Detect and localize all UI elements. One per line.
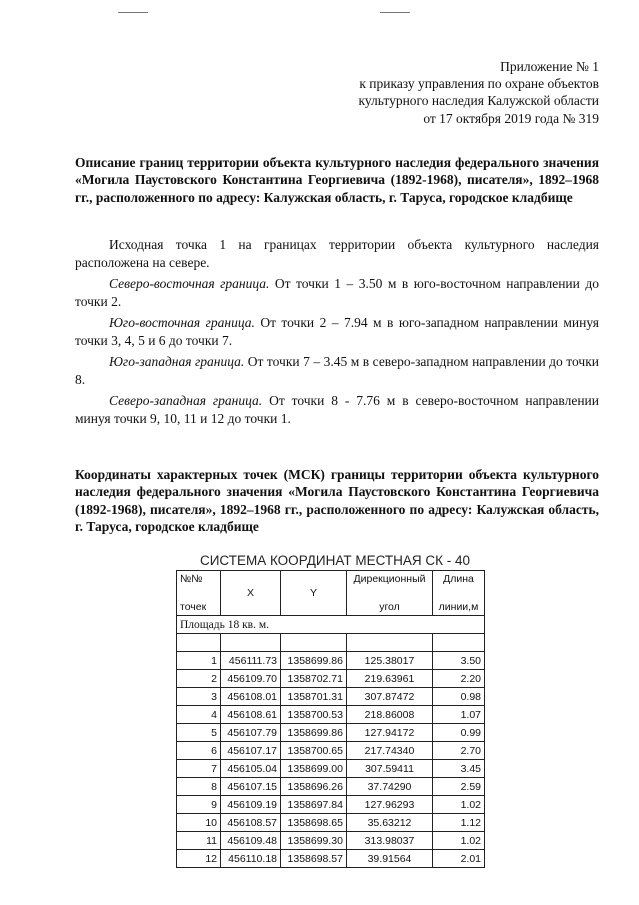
x-cell: 456109.48 [221, 832, 281, 850]
table-row [177, 688, 485, 706]
length-cell: 0.99 [433, 724, 485, 742]
y-cell: 1358702.71 [281, 670, 347, 688]
table-row [177, 760, 485, 778]
paragraph-southeast: Юго-восточная граница. От точки 2 – 7.94 м в юго-западном направлении минуя точки 3, 4, 5 и 6 до точки 7. [75, 315, 599, 348]
length-cell: 2.70 [433, 742, 485, 760]
scan-artifact-right [380, 12, 410, 13]
y-cell: 1358698.65 [281, 814, 347, 832]
coordinates-heading: Координаты характерных точек (МСК) границы территории объекта культурного наследия федерального значения «Могила Паустовского Константина Георгиевича (1892-1968), писателя», 1892–1968 гг., расположенного по адресу: Калужская область, г. Таруса, городское кладбище [75, 467, 599, 534]
y-cell: 1358700.65 [281, 742, 347, 760]
scan-artifact-left [118, 12, 148, 13]
appendix-line: к приказу управления по охране объектов [359, 76, 599, 92]
header-y: Y [281, 571, 347, 616]
x-cell: 456109.70 [221, 670, 281, 688]
y-cell: 1358699.30 [281, 832, 347, 850]
angle-cell: 37.74290 [347, 778, 433, 796]
paragraph-northeast: Северо-восточная граница. От точки 1 – 3.50 м в юго-восточном направлении до точки 2. [75, 276, 599, 309]
header-direction-angle: Дирекционный угол [347, 571, 433, 616]
y-cell: 1358699.86 [281, 724, 347, 742]
angle-cell: 35.63212 [347, 814, 433, 832]
x-cell: 456107.17 [221, 742, 281, 760]
point-number-cell: 7 [177, 760, 221, 778]
x-cell: 456110.18 [221, 850, 281, 868]
table-row [177, 706, 485, 724]
x-cell: 456108.57 [221, 814, 281, 832]
table-row [177, 670, 485, 688]
table-title: СИСТЕМА КООРДИНАТ МЕСТНАЯ СК - 40 [199, 553, 471, 568]
table-row [177, 814, 485, 832]
x-cell: 456107.15 [221, 778, 281, 796]
header-x: X [221, 571, 281, 616]
table-row [177, 742, 485, 760]
y-cell: 1358697.84 [281, 796, 347, 814]
area-cell: Площадь 18 кв. м. [177, 616, 485, 634]
point-number-cell: 1 [177, 652, 221, 670]
angle-cell: 219.63961 [347, 670, 433, 688]
point-number-cell: 11 [177, 832, 221, 850]
length-cell: 1.02 [433, 796, 485, 814]
angle-cell: 39.91564 [347, 850, 433, 868]
paragraph-start-point: Исходная точка 1 на границах территории объекта культурного наследия расположена на севере. [75, 237, 599, 270]
point-number-cell: 4 [177, 706, 221, 724]
point-number-cell: 10 [177, 814, 221, 832]
appendix-line: от 17 октября 2019 года № 319 [423, 110, 599, 126]
angle-cell: 125.38017 [347, 652, 433, 670]
x-cell: 456111.73 [221, 652, 281, 670]
appendix-line: Приложение № 1 [500, 59, 599, 74]
y-cell: 1358698.57 [281, 850, 347, 868]
table-row [177, 724, 485, 742]
angle-cell: 313.98037 [347, 832, 433, 850]
point-number-cell: 12 [177, 850, 221, 868]
point-number-cell: 5 [177, 724, 221, 742]
table-row [177, 652, 485, 670]
coordinates-table [176, 570, 485, 868]
point-number-cell: 2 [177, 670, 221, 688]
y-cell: 1358699.86 [281, 652, 347, 670]
point-number-cell: 8 [177, 778, 221, 796]
x-cell: 456107.79 [221, 724, 281, 742]
appendix-line: культурного наследия Калужской области [358, 93, 599, 109]
angle-cell: 307.59411 [347, 760, 433, 778]
table-row [177, 850, 485, 868]
header-line-length: Длина линии,м [433, 571, 485, 616]
length-cell: 2.01 [433, 850, 485, 868]
paragraph-northwest: Северо-западная граница. От точки 8 - 7.76 м в северо-восточном направлении минуя точки 9, 10, 11 и 12 до точки 1. [75, 393, 599, 426]
area-row [177, 616, 485, 634]
y-cell: 1358699.00 [281, 760, 347, 778]
appendix-block [358, 58, 599, 127]
x-cell: 456108.01 [221, 688, 281, 706]
angle-cell: 307.87472 [347, 688, 433, 706]
length-cell: 3.45 [433, 760, 485, 778]
angle-cell: 217.74340 [347, 742, 433, 760]
point-number-cell: 3 [177, 688, 221, 706]
length-cell: 1.02 [433, 832, 485, 850]
y-cell: 1358700.53 [281, 706, 347, 724]
angle-cell: 218.86008 [347, 706, 433, 724]
angle-cell: 127.94172 [347, 724, 433, 742]
table-row [177, 796, 485, 814]
length-cell: 1.12 [433, 814, 485, 832]
length-cell: 2.59 [433, 778, 485, 796]
header-point-number: №№ точек [177, 571, 221, 616]
y-cell: 1358701.31 [281, 688, 347, 706]
table-row [177, 832, 485, 850]
spacer-row [177, 634, 485, 652]
table-row [177, 778, 485, 796]
length-cell: 2.20 [433, 670, 485, 688]
y-cell: 1358696.26 [281, 778, 347, 796]
length-cell: 0.98 [433, 688, 485, 706]
x-cell: 456109.19 [221, 796, 281, 814]
boundary-description-heading: Описание границ территории объекта культурного наследия федерального значения «Могила Паустовского Константина Георгиевича (1892-1968), писателя», 1892–1968 гг., расположенного по адресу: Калужская область, г. Таруса, городское кладбище [75, 155, 599, 205]
boundary-description-body [75, 236, 599, 431]
paragraph-southwest: Юго-западная граница. От точки 7 – 3.45 м в северо-западном направлении до точки 8. [75, 354, 599, 387]
x-cell: 456105.04 [221, 760, 281, 778]
x-cell: 456108.61 [221, 706, 281, 724]
point-number-cell: 6 [177, 742, 221, 760]
length-cell: 1.07 [433, 706, 485, 724]
point-number-cell: 9 [177, 796, 221, 814]
angle-cell: 127.96293 [347, 796, 433, 814]
length-cell: 3.50 [433, 652, 485, 670]
